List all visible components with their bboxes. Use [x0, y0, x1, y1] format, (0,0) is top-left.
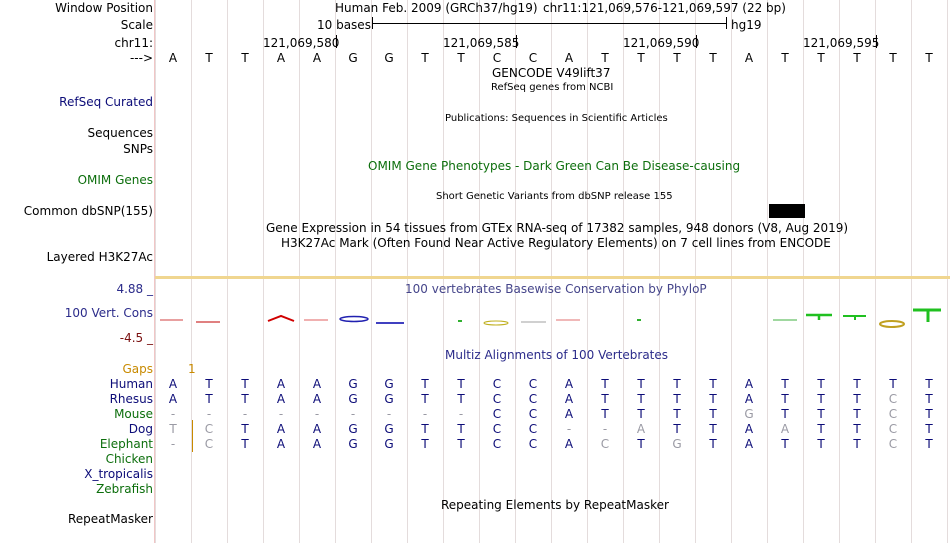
ruler-tick-label: 121,069,590	[623, 36, 700, 50]
multiz-track-title[interactable]: Multiz Alignments of 100 Vertebrates	[445, 348, 669, 362]
alignment-base: A	[276, 377, 286, 391]
scale-db: hg19	[731, 18, 762, 32]
species-label[interactable]: Chicken	[105, 452, 153, 466]
reference-base: A	[276, 51, 286, 65]
alignment-base: A	[168, 377, 178, 391]
alignment-base: -	[386, 407, 392, 421]
alignment-base: A	[780, 422, 790, 436]
reference-base: T	[601, 51, 609, 65]
alignment-base: C	[888, 392, 898, 406]
alignment-base: T	[241, 437, 249, 451]
alignment-base: G	[384, 392, 394, 406]
alignment-base: T	[925, 422, 933, 436]
alignment-base: C	[492, 377, 502, 391]
phylop-mark	[268, 316, 294, 321]
refseq-track-title[interactable]: RefSeq genes from NCBI	[491, 82, 614, 93]
alignment-base: T	[781, 377, 789, 391]
alignment-base: T	[709, 437, 717, 451]
alignment-base: G	[384, 377, 394, 391]
alignment-base: T	[601, 377, 609, 391]
phylop-mark	[843, 316, 866, 320]
alignment-base: T	[205, 392, 213, 406]
alignment-base: T	[781, 392, 789, 406]
repeatmasker-track-title[interactable]: Repeating Elements by RepeatMasker	[441, 498, 669, 512]
alignment-base: C	[888, 407, 898, 421]
alignment-base: -	[350, 407, 356, 421]
alignment-base: G	[384, 422, 394, 436]
alignment-base: T	[889, 377, 897, 391]
ruler-tick-label: 121,069,595	[803, 36, 880, 50]
phylop-track-label[interactable]: 100 Vert. Cons	[64, 306, 153, 320]
alignment-base: A	[564, 377, 574, 391]
alignment-base: A	[564, 407, 574, 421]
window-position-label: Window Position	[55, 1, 153, 15]
alignment-base: T	[925, 437, 933, 451]
phylop-max-label: 4.88 _	[116, 282, 153, 296]
alignment-base: T	[241, 377, 249, 391]
alignment-base: G	[744, 407, 754, 421]
alignment-base: T	[601, 407, 609, 421]
reference-base: T	[709, 51, 717, 65]
alignment-base: T	[241, 422, 249, 436]
alignment-base: T	[241, 392, 249, 406]
alignment-base: A	[744, 377, 754, 391]
phylop-mark	[913, 310, 941, 322]
publications-track-title[interactable]: Publications: Sequences in Scientific Articles	[445, 113, 668, 124]
alignment-base: T	[709, 392, 717, 406]
alignment-base: T	[817, 437, 825, 451]
gaps-label[interactable]: Gaps	[122, 362, 153, 376]
alignment-base: T	[601, 392, 609, 406]
alignment-base: A	[168, 392, 178, 406]
alignment-base: C	[492, 392, 502, 406]
alignment-base: C	[204, 422, 214, 436]
alignment-base: -	[170, 437, 176, 451]
reference-base: T	[889, 51, 897, 65]
gencode-track-title[interactable]: GENCODE V49lift37	[492, 66, 611, 80]
refseq-track-label[interactable]: RefSeq Curated	[59, 95, 153, 109]
reference-base: G	[348, 51, 358, 65]
alignment-base: -	[170, 407, 176, 421]
phylop-track-title[interactable]: 100 vertebrates Basewise Conservation by PhyloP	[405, 282, 707, 296]
alignment-base: C	[888, 422, 898, 436]
alignment-base: T	[781, 437, 789, 451]
alignment-base: T	[853, 377, 861, 391]
reference-base: T	[853, 51, 861, 65]
alignment-base: T	[673, 407, 681, 421]
alignment-base: -	[422, 407, 428, 421]
alignment-base: A	[564, 437, 574, 451]
h3k27ac-track-title[interactable]: H3K27Ac Mark (Often Found Near Active Regulatory Elements) on 7 cell lines from ENCODE	[281, 236, 831, 250]
reference-base: T	[421, 51, 429, 65]
alignment-base: C	[492, 422, 502, 436]
alignment-base: G	[672, 437, 682, 451]
alignment-base: A	[744, 422, 754, 436]
alignment-base: -	[242, 407, 248, 421]
alignment-base: T	[925, 392, 933, 406]
alignment-base: T	[853, 392, 861, 406]
gaps-count: 1	[188, 362, 196, 376]
alignment-base: T	[457, 437, 465, 451]
species-label[interactable]: Elephant	[99, 437, 153, 451]
sequences-track-label[interactable]: Sequences	[87, 126, 153, 140]
phylop-min-label: -4.5 _	[119, 331, 153, 345]
alignment-base: A	[744, 392, 754, 406]
reference-base: T	[781, 51, 789, 65]
alignment-base: C	[888, 437, 898, 451]
reference-base: T	[637, 51, 645, 65]
alignment-base: C	[492, 437, 502, 451]
alignment-base: T	[421, 392, 429, 406]
alignment-base: G	[384, 437, 394, 451]
omim-track-title[interactable]: OMIM Gene Phenotypes - Dark Green Can Be Disease-causing	[368, 159, 741, 173]
reference-base: T	[925, 51, 933, 65]
reference-base: G	[384, 51, 394, 65]
alignment-base: T	[817, 377, 825, 391]
alignment-base: T	[421, 437, 429, 451]
omim-track-label[interactable]: OMIM Genes	[77, 173, 153, 187]
alignment-base: T	[925, 407, 933, 421]
alignment-base: T	[673, 377, 681, 391]
alignment-base: T	[709, 377, 717, 391]
alignment-base: T	[673, 422, 681, 436]
alignment-base: T	[421, 422, 429, 436]
phylop-mark	[806, 315, 832, 320]
alignment-base: T	[457, 377, 465, 391]
alignment-base: -	[566, 422, 572, 436]
reference-base: C	[492, 51, 502, 65]
alignment-base: G	[348, 422, 358, 436]
ruler-tick-label: 121,069,585	[443, 36, 520, 50]
dbsnp-track-label[interactable]: Common dbSNP(155)	[23, 204, 153, 218]
alignment-base: C	[528, 437, 538, 451]
species-label[interactable]: Mouse	[114, 407, 153, 421]
alignment-base: -	[602, 422, 608, 436]
snps-track-label[interactable]: SNPs	[123, 142, 153, 156]
ruler-tick-label: 121,069,580	[263, 36, 340, 50]
alignment-base: -	[458, 407, 464, 421]
alignment-base: C	[528, 377, 538, 391]
alignment-base: T	[709, 422, 717, 436]
alignment-base: T	[817, 422, 825, 436]
alignment-base: C	[492, 407, 502, 421]
reference-base: C	[528, 51, 538, 65]
scale-bar-text: 10 bases	[317, 18, 371, 32]
alignment-base: C	[204, 437, 214, 451]
alignment-base: A	[636, 422, 646, 436]
alignment-base: G	[348, 377, 358, 391]
phylop-mark	[340, 317, 368, 322]
position-text: chr11:121,069,576-121,069,597 (22 bp)	[543, 1, 786, 15]
reference-base: T	[205, 51, 213, 65]
strand-arrow-label: --->	[129, 51, 153, 65]
alignment-base: T	[853, 407, 861, 421]
alignment-base: T	[853, 437, 861, 451]
alignment-base: T	[637, 437, 645, 451]
alignment-base: T	[637, 377, 645, 391]
phylop-mark	[484, 321, 508, 325]
alignment-base: T	[709, 407, 717, 421]
species-label[interactable]: Zebrafish	[96, 482, 153, 496]
reference-base: T	[241, 51, 249, 65]
alignment-base: C	[528, 392, 538, 406]
species-label[interactable]: Rhesus	[109, 392, 153, 406]
alignment-base: C	[528, 407, 538, 421]
species-label[interactable]: X_tropicalis	[84, 467, 153, 481]
alignment-base: A	[744, 437, 754, 451]
alignment-base: C	[528, 422, 538, 436]
repeatmasker-track-label[interactable]: RepeatMasker	[67, 512, 153, 526]
reference-base: A	[744, 51, 754, 65]
phylop-mark	[880, 321, 904, 327]
alignment-base: T	[457, 392, 465, 406]
alignment-base: T	[457, 422, 465, 436]
chrom-label: chr11:	[114, 36, 153, 50]
h3k27ac-track-label[interactable]: Layered H3K27Ac	[46, 250, 153, 264]
alignment-base: A	[312, 392, 322, 406]
alignment-base: A	[276, 392, 286, 406]
alignment-base: A	[312, 422, 322, 436]
alignment-base: T	[817, 392, 825, 406]
alignment-base: -	[206, 407, 212, 421]
reference-base: A	[312, 51, 322, 65]
alignment-base: T	[781, 407, 789, 421]
reference-base: A	[564, 51, 574, 65]
alignment-base: A	[312, 437, 322, 451]
gtex-track-title[interactable]: Gene Expression in 54 tissues from GTEx RNA-seq of 17382 samples, 948 donors (V8, Aug 2019)	[266, 221, 849, 235]
alignment-base: T	[853, 422, 861, 436]
alignment-base: A	[276, 437, 286, 451]
alignment-base: G	[348, 437, 358, 451]
phylop-logo-marks	[160, 310, 941, 327]
scale-label: Scale	[120, 18, 153, 32]
alignment-base: T	[421, 377, 429, 391]
assembly-text: Human Feb. 2009 (GRCh37/hg19)	[335, 1, 538, 15]
alignment-base: T	[169, 422, 177, 436]
alignment-base: G	[348, 392, 358, 406]
species-label[interactable]: Human	[109, 377, 153, 391]
alignment-base: A	[312, 377, 322, 391]
alignment-base: T	[673, 392, 681, 406]
reference-base: A	[168, 51, 178, 65]
alignment-base: -	[314, 407, 320, 421]
alignment-base: T	[817, 407, 825, 421]
reference-base: T	[673, 51, 681, 65]
alignment-base: A	[564, 392, 574, 406]
alignment-base: T	[205, 377, 213, 391]
dbsnp-track-title[interactable]: Short Genetic Variants from dbSNP release 155	[436, 191, 673, 202]
alignment-base: -	[278, 407, 284, 421]
alignment-base: T	[925, 377, 933, 391]
alignment-base: C	[600, 437, 610, 451]
reference-base: T	[817, 51, 825, 65]
species-label[interactable]: Dog	[128, 422, 153, 436]
alignment-base: T	[637, 392, 645, 406]
reference-base: T	[457, 51, 465, 65]
alignment-base: T	[637, 407, 645, 421]
alignment-base: A	[276, 422, 286, 436]
